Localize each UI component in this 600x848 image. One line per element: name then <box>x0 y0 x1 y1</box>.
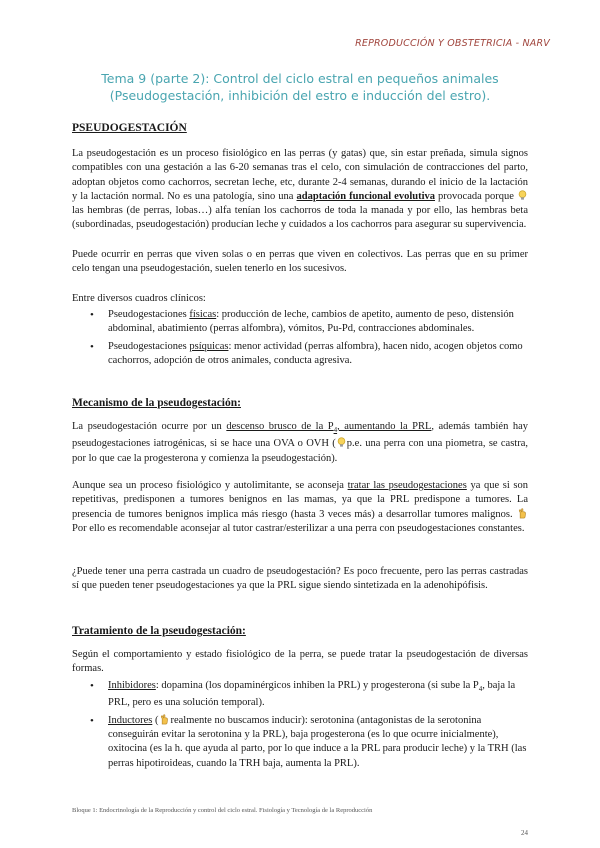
treatment-list <box>90 679 528 774</box>
section-heading-tratamiento: Tratamiento de la pseudogestación: <box>72 625 246 637</box>
title-line-1: Tema 9 (parte 2): Control del ciclo estral en pequeños animales <box>101 71 499 86</box>
paragraph-mechanism: La pseudogestación ocurre por un descenso brusco de la $P_4$, aumentando la PRL, además también hay pseudogestaciones iatrogénicas, si se hace una OVA o OVH ( p.e. una perra con una piometra, se castra, por lo que cae la progesterona y comienza la pseudogestación). <box>72 421 528 464</box>
list-item: • Pseudogestaciones psíquicas: menor actividad (perras alfombra), hacen nido, acogen objetos como cachorros, adopción de otros animales, conducta agresiva. <box>90 340 528 369</box>
clinical-signs-list <box>90 308 528 371</box>
lightbulb-icon <box>518 190 527 201</box>
paragraph-treatment-intro: Según el comportamiento y estado fisiológico de la perra, se puede tratar la pseudogestación de diversas formas. <box>72 649 528 675</box>
title-line-2: (Pseudogestación, inhibición del estro e inducción del estro). <box>109 88 491 103</box>
list-item: • Inductores ( realmente no buscamos inducir): serotonina (antagonistas de la serotonina conseguirán evitar la serotonina y la PRL), baja progesterona (es lo que ocurre inicialmente), oxitocina (es la h. que ayuda al parto, por lo que induce a la PRL para producir leche) y la TRH (las perras hipotiroideas, cuando la TRH baja, aumenta la PRL). <box>90 714 528 771</box>
paragraph-treatment-advice: Aunque sea un proceso fisiológico y autolimitante, se aconseja tratar las pseudogestaciones ya que si son repetitivas, predisponen a tumores benignos en las mamas, ya que la PRL predispone a tumores. La presencia de tumores benignos implica más riesgo (hasta 3 veces más) a desarrollar tumores malignos. Por ello es recomendable aconsejar al tutor castrar/esterilizar a una perra con pseudogestaciones constantes. <box>72 480 528 534</box>
text: las hembras (de perras, lobas…) alfa tenían los cachorros de toda la manada y por ello, las hembras beta (subordinadas, pseudogestación) producían leche y cuidados a los cachorros para asegurar su supervivencia. <box>72 205 528 231</box>
page-number: 24 <box>521 829 528 837</box>
page-title <box>70 70 530 104</box>
text: La pseudogestación es un proceso fisiológico en las perras (y gatas) que, sin estar preñada, simula signos compatibles con una gestación a las 6-20 semanas tras el celo, con simulación de contracciones del parto, adoptan objetos como cachorros, secretan leche, etc, durante 2-4 semanas, durando el inicio de la lactación y la lactación normal. No es una patología, sino una <box>72 148 528 202</box>
paragraph-clinical-intro: Entre diversos cuadros clínicos: <box>72 293 206 304</box>
list-item: • Pseudogestaciones físicas: producción de leche, cambios de apetito, aumento de peso, distensión abdominal, abatimiento (perras alfombra), vómitos, Pu-Pd, contracciones abdominales. <box>90 308 528 337</box>
section-heading-mecanismo: Mecanismo de la pseudogestación: <box>72 397 241 409</box>
running-header: REPRODUCCIÓN Y OBSTETRICIA - NARV <box>355 38 550 49</box>
lightbulb-icon <box>337 437 346 448</box>
section-heading-pseudogestacion: PSEUDOGESTACIÓN <box>72 122 187 134</box>
text: provocada porque <box>435 190 517 202</box>
footer-text: Bloque 1: Endocrinología de la Reproducción y control del ciclo estral. Fisiología y Tecnología de la Reproducción <box>72 807 373 814</box>
paragraph-occurrence: Puede ocurrir en perras que viven solas o en perras que viven en colectivos. Las perras que en su primer celo tengan una pseudogestación, suelen tenerlo en los sucesivos. <box>72 249 528 275</box>
pointing-hand-icon <box>517 508 527 519</box>
paragraph-question: ¿Puede tener una perra castrada un cuadro de pseudogestación? Es poco frecuente, pero las perras castradas sí que pueden tener pseudogestaciones ya que la PRL sigue siendo sintetizada en la adenohipófisis. <box>72 566 528 592</box>
pointing-hand-icon <box>159 714 169 725</box>
paragraph-definition <box>72 147 528 233</box>
emphasis-text: adaptación funcional evolutiva <box>296 190 436 202</box>
list-item: • Inhibidores: dopamina (los dopaminérgicos inhiben la PRL) y progesterona (si sube la $P_4$, baja la PRL, pero es una solución temporal). <box>90 679 528 711</box>
